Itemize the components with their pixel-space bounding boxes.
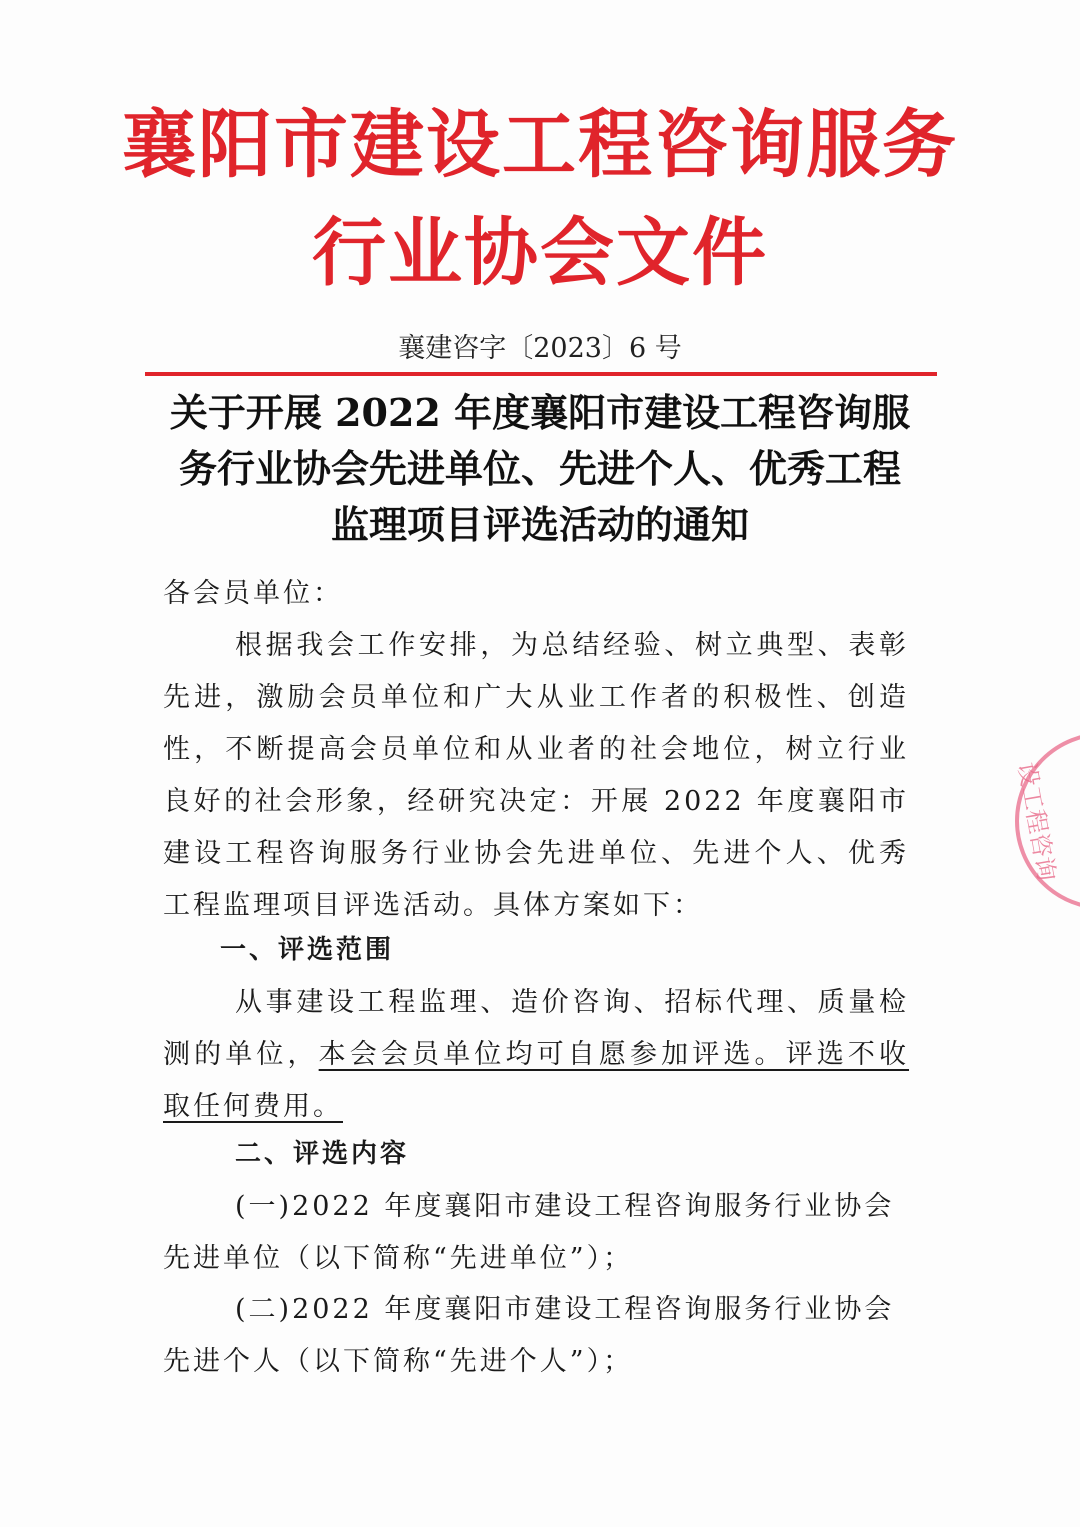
content-item-1: (一)2022 年度襄阳市建设工程咨询服务行业协会先进单位（以下简称“先进单位”）； bbox=[163, 1191, 895, 1274]
paragraph-scope bbox=[163, 977, 909, 1133]
red-divider-line bbox=[145, 372, 937, 376]
title-line-2: 务行业协会先进单位、先进个人、优秀工程 bbox=[178, 446, 901, 491]
scope-underlined-text: 本会会员单位均可自愿参加评选。评选不收取任何费用。 bbox=[163, 1039, 910, 1122]
document-title bbox=[150, 385, 930, 553]
masthead-line-1: 襄阳市建设工程咨询服务 bbox=[122, 102, 958, 188]
title-line-1: 关于开展 2022 年度襄阳市建设工程咨询服 bbox=[169, 390, 911, 435]
content-item-2: (二)2022 年度襄阳市建设工程咨询服务行业协会先进个人（以下简称“先进个人”）； bbox=[163, 1294, 895, 1377]
section-heading-content: 二、评选内容 bbox=[235, 1139, 410, 1169]
paragraph-intro: 根据我会工作安排，为总结经验、树立典型、表彰先进，激励会员单位和广大从业工作者的积极性、创造性，不断提高会员单位和从业者的社会地位，树立行业良好的社会形象，经研究决定：开展 2022 年度襄阳市建设工程咨询服务行业协会先进单位、先进个人、优秀工程监理项目评选活动。具体方案如下： bbox=[163, 630, 909, 921]
masthead-line-2: 行业协会文件 bbox=[312, 210, 768, 296]
salutation: 各会员单位： bbox=[163, 578, 343, 609]
seal-text: 设工程咨询 bbox=[1012, 760, 1061, 884]
scope-text: 从事建设工程监理、造价咨询、招标代理、质量检测的单位， bbox=[163, 987, 909, 1070]
title-line-3: 监理项目评选活动的通知 bbox=[330, 502, 749, 547]
section-heading-scope: 一、评选范围 bbox=[220, 935, 395, 965]
document-number: 襄建咨字〔2023〕6 号 bbox=[398, 333, 682, 364]
